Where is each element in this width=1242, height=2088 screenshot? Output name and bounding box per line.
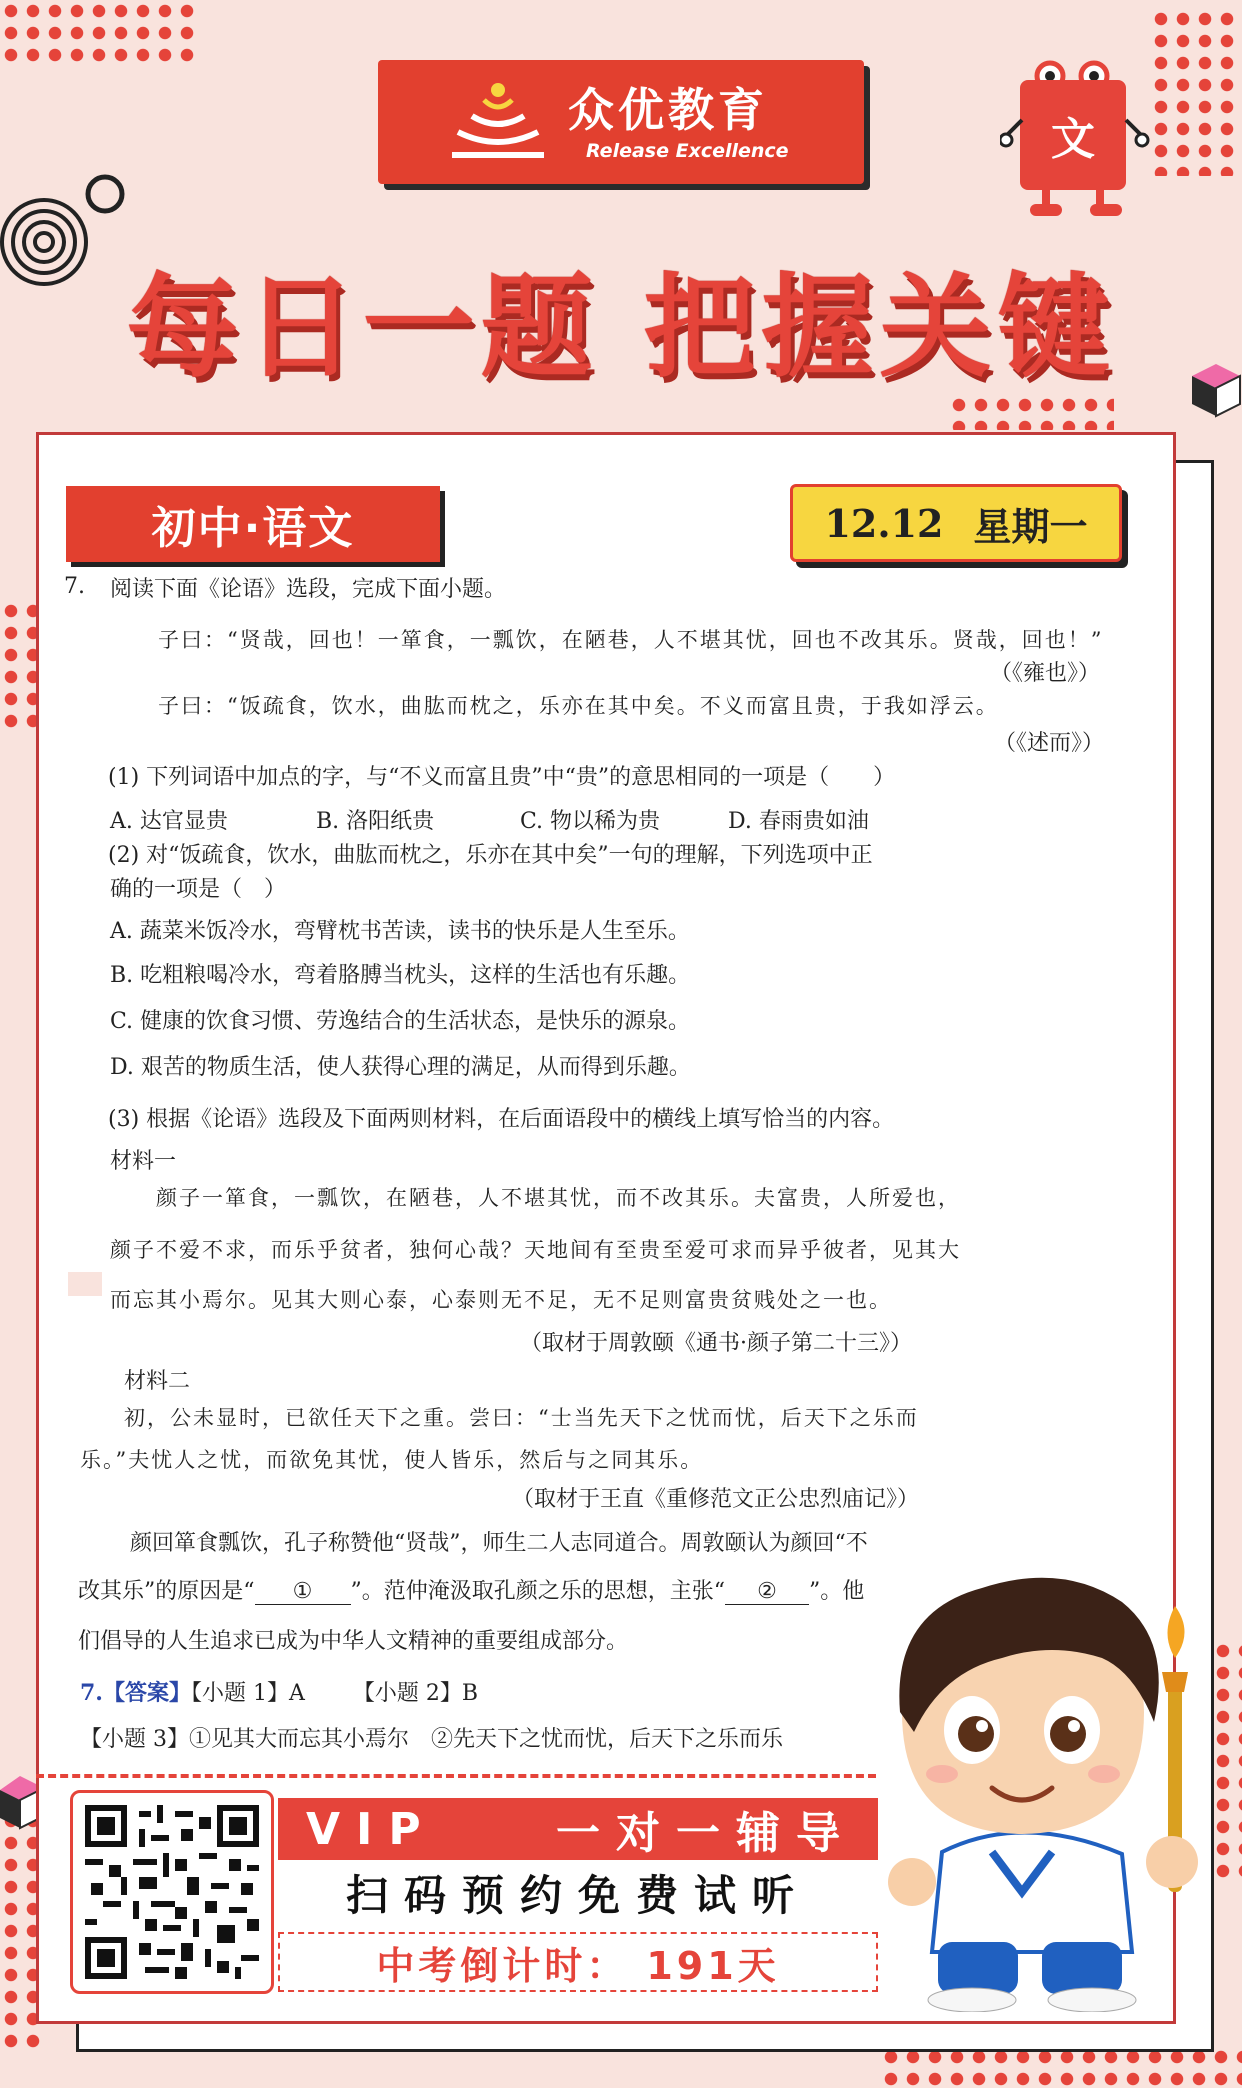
brand-logo (378, 60, 864, 184)
answer-label: 7.【答案】 (80, 1680, 191, 1706)
sub-question-1: (1) 下列词语中加点的字，与“不义而富且贵”中“贵”的意思相同的一项是（ ） (108, 765, 896, 790)
vip-banner[interactable] (278, 1798, 878, 1860)
material-2-title: 材料二 (124, 1369, 191, 1394)
quote-2: 子曰：“饭疏食，饮水，曲肱而枕之，乐亦在其中矣。不义而富且贵，于我如浮云。 (158, 694, 999, 718)
quote-1-source: （《雍也》） (990, 661, 1101, 686)
brand-name-en: Release Excellence (586, 140, 789, 162)
date-tag (790, 484, 1122, 562)
weekday-text: 星期一 (973, 503, 1088, 549)
logo-mark-icon (448, 80, 548, 164)
decor-ring (80, 174, 130, 224)
material-2-source: （取材于王直《重修范文正公忠烈庙记》） (512, 1487, 920, 1512)
quote-1: 子曰：“贤哉，回也！一箪食，一瓢饮，在陋巷，人不堪其忧，回也不改其乐。贤哉，回也！” (158, 628, 1104, 652)
badge-feet-icon (1020, 186, 1140, 222)
decor-dots-top-right (1150, 8, 1242, 176)
q2-option-b: B. 吃粗粮喝冷水，弯着胳膊当枕头，这样的生活也有乐趣。 (110, 963, 691, 988)
brand-name-cn: 众优教育 (568, 83, 768, 137)
passage-line2 (78, 1574, 864, 1605)
qr-code-frame[interactable] (70, 1790, 274, 1994)
passage-line2-c: ”。他 (809, 1579, 865, 1604)
answer-2: 【小题 2】B (352, 1681, 479, 1706)
mascot-illustration (872, 1562, 1222, 2012)
sub-question-3: (3) 根据《论语》选段及下面两则材料，在后面语段中的横线上填写恰当的内容。 (108, 1107, 895, 1132)
q2-option-a: A. 蔬菜米饭冷水，弯臂枕书苦读，读书的快乐是人生至乐。 (110, 919, 690, 944)
scan-cta: 扫码预约免费试听 (345, 1871, 810, 1920)
decor-dots-bottom-left (0, 1810, 40, 2050)
q1-option-b: B. 洛阳纸贵 (316, 809, 435, 834)
passage-line2-a: 改其乐”的原因是“ (78, 1579, 255, 1604)
sub-question-2-line2: 确的一项是（ ） (110, 877, 287, 902)
material-1-line3: 而忘其小焉尔。见其大则心泰，心泰则无不足，无不足则富贵贫贱处之一也。 (110, 1288, 892, 1312)
countdown-label: 中考倒计时： (376, 1943, 629, 1988)
passage-line2-b: ”。范仲淹汲取孔颜之乐的思想，主张“ (350, 1579, 725, 1604)
tutoring-label: 一对一辅导 (556, 1808, 856, 1859)
material-1-line1: 颜子一箪食，一瓢饮，在陋巷，人不堪其忧，而不改其乐。夫富贵，人所爱也， (156, 1186, 961, 1210)
q1-option-c: C. 物以稀为贵 (520, 809, 661, 834)
blank-1: ① (255, 1579, 351, 1605)
subject-tag: 初中·语文 (66, 486, 440, 562)
date-text: 12.12 (824, 500, 944, 546)
q1-option-a: A. 达官显贵 (110, 809, 228, 834)
question-number: 7. (64, 574, 85, 599)
qr-code-icon (85, 1805, 259, 1979)
material-1-title: 材料一 (110, 1149, 177, 1174)
passage-line3: 们倡导的人生追求已成为中华人文精神的重要组成部分。 (78, 1629, 629, 1654)
q1-option-d: D. 春雨贵如油 (728, 809, 869, 834)
decor-dots-bottom (880, 2046, 1242, 2088)
answer-3: 【小题 3】①见其大而忘其小焉尔 ②先天下之忧而忧，后天下之乐而乐 (80, 1727, 783, 1752)
countdown-days: 191天 (646, 1943, 780, 1988)
answer-1: 【小题 1】A (190, 1681, 305, 1706)
decor-square (68, 1272, 102, 1296)
q2-option-d: D. 艰苦的物质生活，使人获得心理的满足，从而得到乐趣。 (110, 1055, 691, 1080)
passage-line1: 颜回箪食瓢饮，孔子称赞他“贤哉”，师生二人志同道合。周敦颐认为颜回“不 (130, 1531, 868, 1556)
answer-line1 (80, 1676, 478, 1707)
divider (36, 1774, 876, 1778)
subject-badge: 文 (1020, 80, 1126, 190)
material-1-source: （取材于周敦颐《通书·颜子第二十三》） (520, 1331, 912, 1356)
q2-option-c: C. 健康的饮食习惯、劳逸结合的生活状态，是快乐的源泉。 (110, 1009, 691, 1034)
decor-dots-right (948, 394, 1114, 430)
decor-dots-left (0, 600, 36, 730)
decor-dots-top-left (0, 0, 200, 66)
sub-question-2-line1: (2) 对“饭疏食，饮水，曲肱而枕之，乐亦在其中矣”一句的理解，下列选项中正 (108, 843, 873, 868)
material-2-line1: 初，公未显时，已欲任天下之重。尝曰：“士当先天下之忧而忧，后天下之乐而 (124, 1406, 919, 1430)
badge-arms-icon (1000, 110, 1150, 150)
material-2-line2: 乐。”夫忧人之忧，而欲免其忧，使人皆乐，然后与之同其乐。 (80, 1448, 704, 1472)
quote-2-source: （《述而》） (994, 731, 1105, 756)
blank-2: ② (725, 1579, 809, 1605)
headline: 每日一题 把握关键 (126, 263, 1116, 393)
vip-label: VIP (306, 1803, 437, 1855)
material-1-line2: 颜子不爱不求，而乐乎贫者，独何心哉？天地间有至贵至爱可求而异乎彼者，见其大 (110, 1238, 961, 1262)
question-prompt: 阅读下面《论语》选段，完成下面小题。 (110, 577, 507, 602)
countdown-box (278, 1932, 878, 1992)
